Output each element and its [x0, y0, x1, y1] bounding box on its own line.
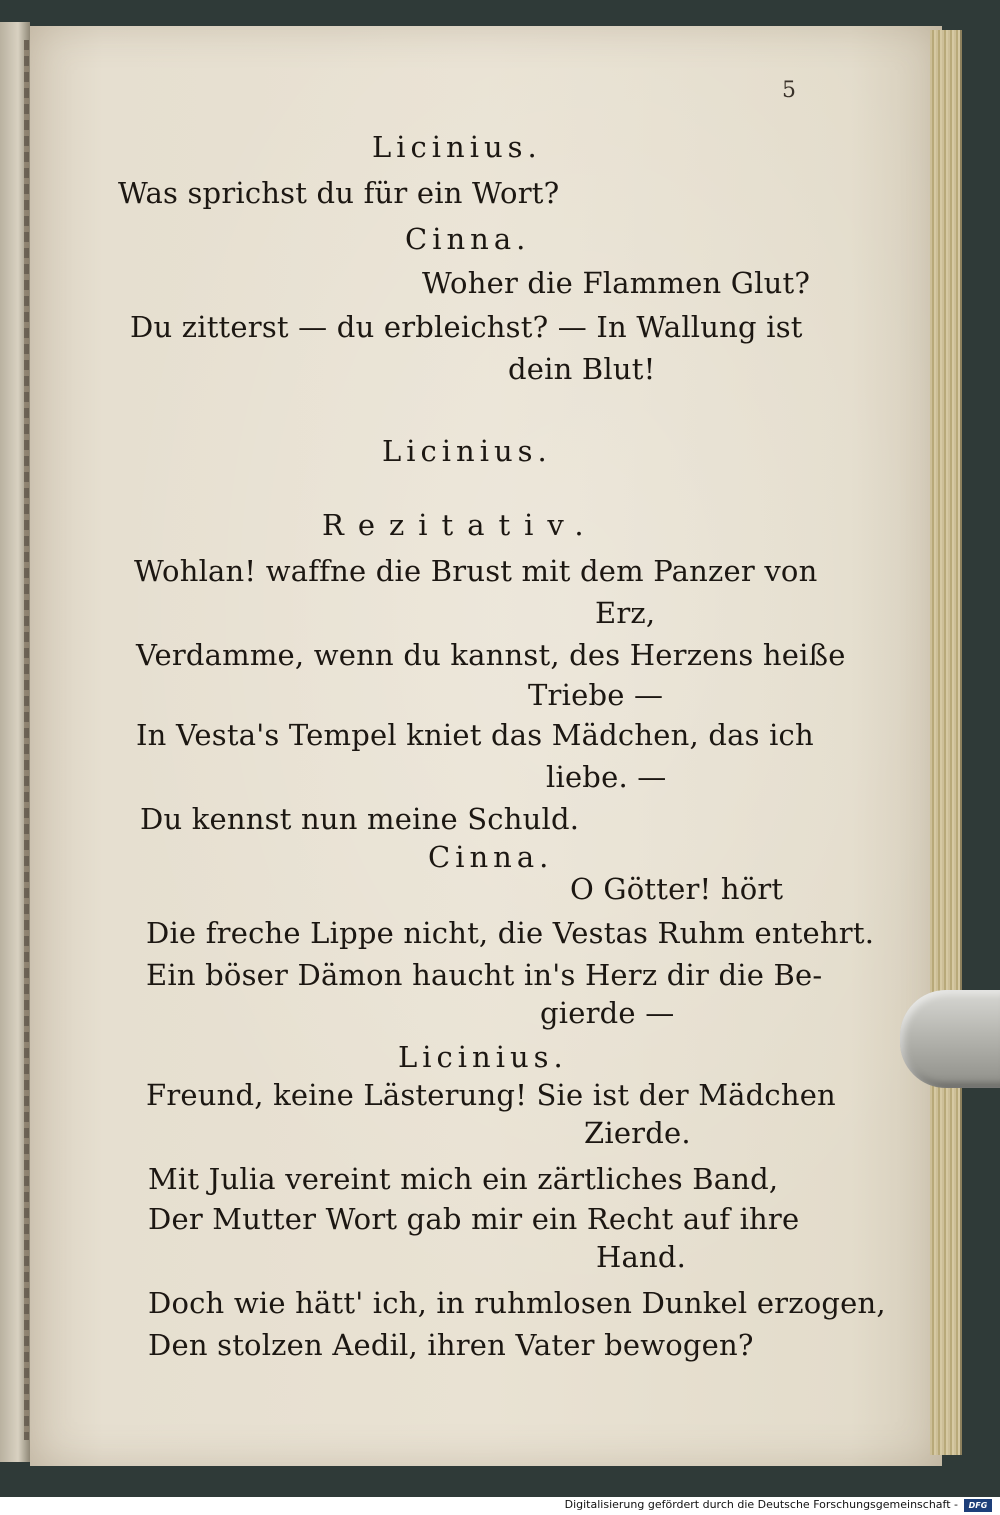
section-rezitativ: Rezitativ. — [322, 508, 598, 542]
verse-line: Was sprichst du für ein Wort? — [118, 176, 560, 210]
verse-line: In Vesta's Tempel kniet das Mädchen, das ich — [136, 718, 814, 752]
metal-page-clip — [900, 990, 1000, 1088]
speaker-licinius: Licinius. — [372, 130, 542, 164]
verse-line: Du kennst nun meine Schuld. — [140, 802, 580, 836]
verse-line: Doch wie hätt' ich, in ruhmlosen Dunkel erzogen, — [148, 1286, 886, 1320]
speaker-cinna: Cinna. — [405, 222, 531, 256]
footer-credit-text: Digitalisierung gefördert durch die Deutsche Forschungsgemeinschaft - — [564, 1498, 958, 1511]
verse-line: Ein böser Dämon haucht in's Herz dir die Be- — [146, 958, 823, 992]
verse-line: Verdamme, wenn du kannst, des Herzens heiße — [136, 638, 846, 672]
binding-thread — [24, 40, 29, 1440]
verse-line: Wohlan! waffne die Brust mit dem Panzer von — [134, 554, 818, 588]
verse-line: Freund, keine Lästerung! Sie ist der Mädchen — [146, 1078, 836, 1112]
verse-line: Erz, — [595, 596, 656, 630]
verse-line: Triebe — — [528, 678, 664, 712]
verse-line: Woher die Flammen Glut? — [422, 266, 811, 300]
speaker-cinna: Cinna. — [428, 840, 554, 874]
verse-line: Mit Julia vereint mich ein zärtliches Band, — [148, 1162, 779, 1196]
verse-line: Hand. — [596, 1240, 687, 1274]
page-number: 5 — [782, 78, 797, 103]
book-page — [30, 26, 942, 1466]
digitization-footer — [0, 1497, 1000, 1515]
verse-line: liebe. — — [546, 760, 667, 794]
speaker-licinius: Licinius. — [382, 434, 552, 468]
verse-line: Der Mutter Wort gab mir ein Recht auf ihre — [148, 1202, 800, 1236]
verse-line: Die freche Lippe nicht, die Vestas Ruhm entehrt. — [146, 916, 875, 950]
speaker-licinius: Licinius. — [398, 1040, 568, 1074]
page-fore-edge — [930, 30, 962, 1455]
dfg-logo: DFG — [964, 1499, 992, 1512]
verse-line: Du zitterst — du erbleichst? — In Wallung ist — [130, 310, 803, 344]
verse-line: Zierde. — [584, 1116, 691, 1150]
verse-line: O Götter! hört — [570, 872, 784, 906]
verse-line: Den stolzen Aedil, ihren Vater bewogen? — [148, 1328, 754, 1362]
verse-line: gierde — — [540, 996, 675, 1030]
verse-line: dein Blut! — [508, 352, 656, 386]
